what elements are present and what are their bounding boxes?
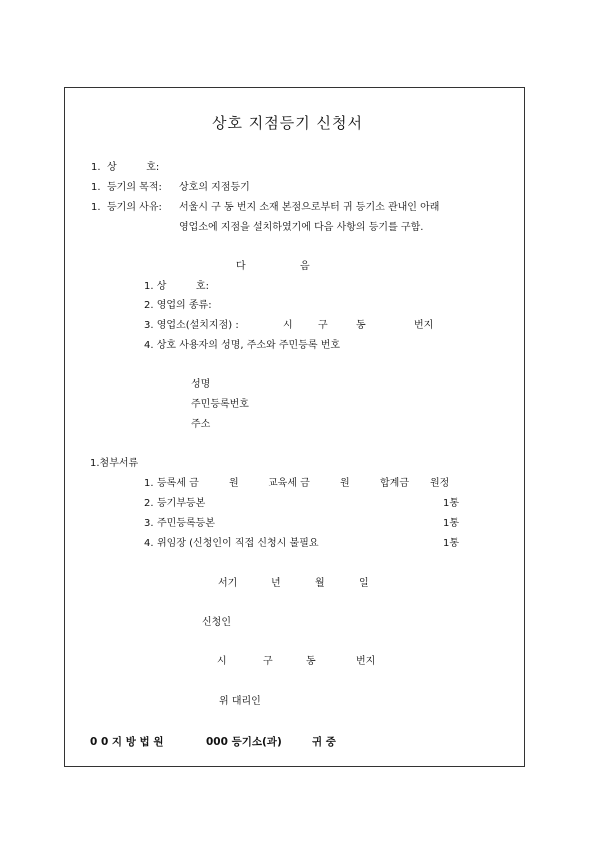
date-month: 월	[315, 578, 325, 589]
date-year: 년	[271, 578, 281, 589]
applicant-bunji: 번지	[356, 656, 376, 667]
name-field-label: 성명	[191, 379, 211, 390]
attachment-3-num: 3.	[144, 518, 154, 529]
item-2-value: 상호의 지점등기	[179, 182, 250, 193]
address-bunji: 번지	[414, 320, 434, 331]
sub-item-4: 4. 상호 사용자의 성명, 주소와 주민등록 번호	[144, 340, 341, 351]
address-si: 시	[283, 320, 293, 331]
date-year-prefix: 서기	[218, 578, 238, 589]
item-3-value-line2: 영업소에 지점을 설치하였기에 다음 사항의 등기를 구함.	[179, 222, 424, 233]
item-2-num: 1.	[91, 182, 101, 193]
date-day: 일	[359, 578, 369, 589]
attachment-4-num: 4.	[144, 538, 154, 549]
attachment-2-num: 2.	[144, 498, 154, 509]
item-1-num: 1.	[91, 162, 101, 173]
attachments-title: 1.첨부서류	[90, 458, 139, 469]
item-2-label: 등기의 목적:	[107, 182, 162, 193]
education-tax-label: 교육세 금	[268, 478, 310, 489]
attachment-2-name: 등기부등본	[157, 498, 206, 509]
education-tax-won: 원	[340, 478, 350, 489]
item-3-value: 서울시 구 동 번지 소재 본점으로부터 귀 등기소 관내인 아래	[179, 202, 440, 213]
attachment-4-count: 1통	[443, 538, 460, 549]
attachment-1-num: 1.	[144, 478, 154, 489]
resident-number-label: 주민등록번호	[191, 399, 249, 410]
attachment-2-count: 1통	[443, 498, 460, 509]
agent-label: 위 대리인	[219, 696, 261, 707]
address-field-label: 주소	[191, 419, 211, 430]
total-label: 합계금	[380, 478, 409, 489]
attachment-3-name: 주민등록등본	[157, 518, 215, 529]
item-1-label: 상 호:	[107, 162, 160, 173]
court-name: 0 0 지 방 법 원	[90, 736, 164, 748]
applicant-dong: 동	[306, 656, 316, 667]
sub-item-3: 3. 영업소(설치지점) :	[144, 320, 239, 331]
attachment-3-count: 1통	[443, 518, 460, 529]
page-title: 상호 지점등기 신청서	[212, 114, 363, 132]
address-gu: 구	[318, 320, 328, 331]
applicant-label: 신청인	[202, 617, 231, 628]
sub-item-1: 1. 상 호:	[144, 281, 209, 292]
da-eum-left: 다	[236, 261, 246, 272]
registry-office: 000 등기소(과)	[206, 736, 282, 748]
address-dong: 동	[356, 320, 366, 331]
item-3-label: 등기의 사유:	[107, 202, 162, 213]
item-3-num: 1.	[91, 202, 101, 213]
da-eum-right: 음	[300, 261, 310, 272]
honorific: 귀 중	[312, 736, 336, 748]
applicant-gu: 구	[263, 656, 273, 667]
total-won: 원정	[430, 478, 450, 489]
sub-item-2: 2. 영업의 종류:	[144, 300, 212, 311]
applicant-si: 시	[217, 656, 227, 667]
registration-tax-label: 등록세 금	[157, 478, 199, 489]
attachment-4-name: 위임장 (신청인이 직접 신청시 불필요	[157, 538, 319, 549]
registration-tax-won: 원	[229, 478, 239, 489]
